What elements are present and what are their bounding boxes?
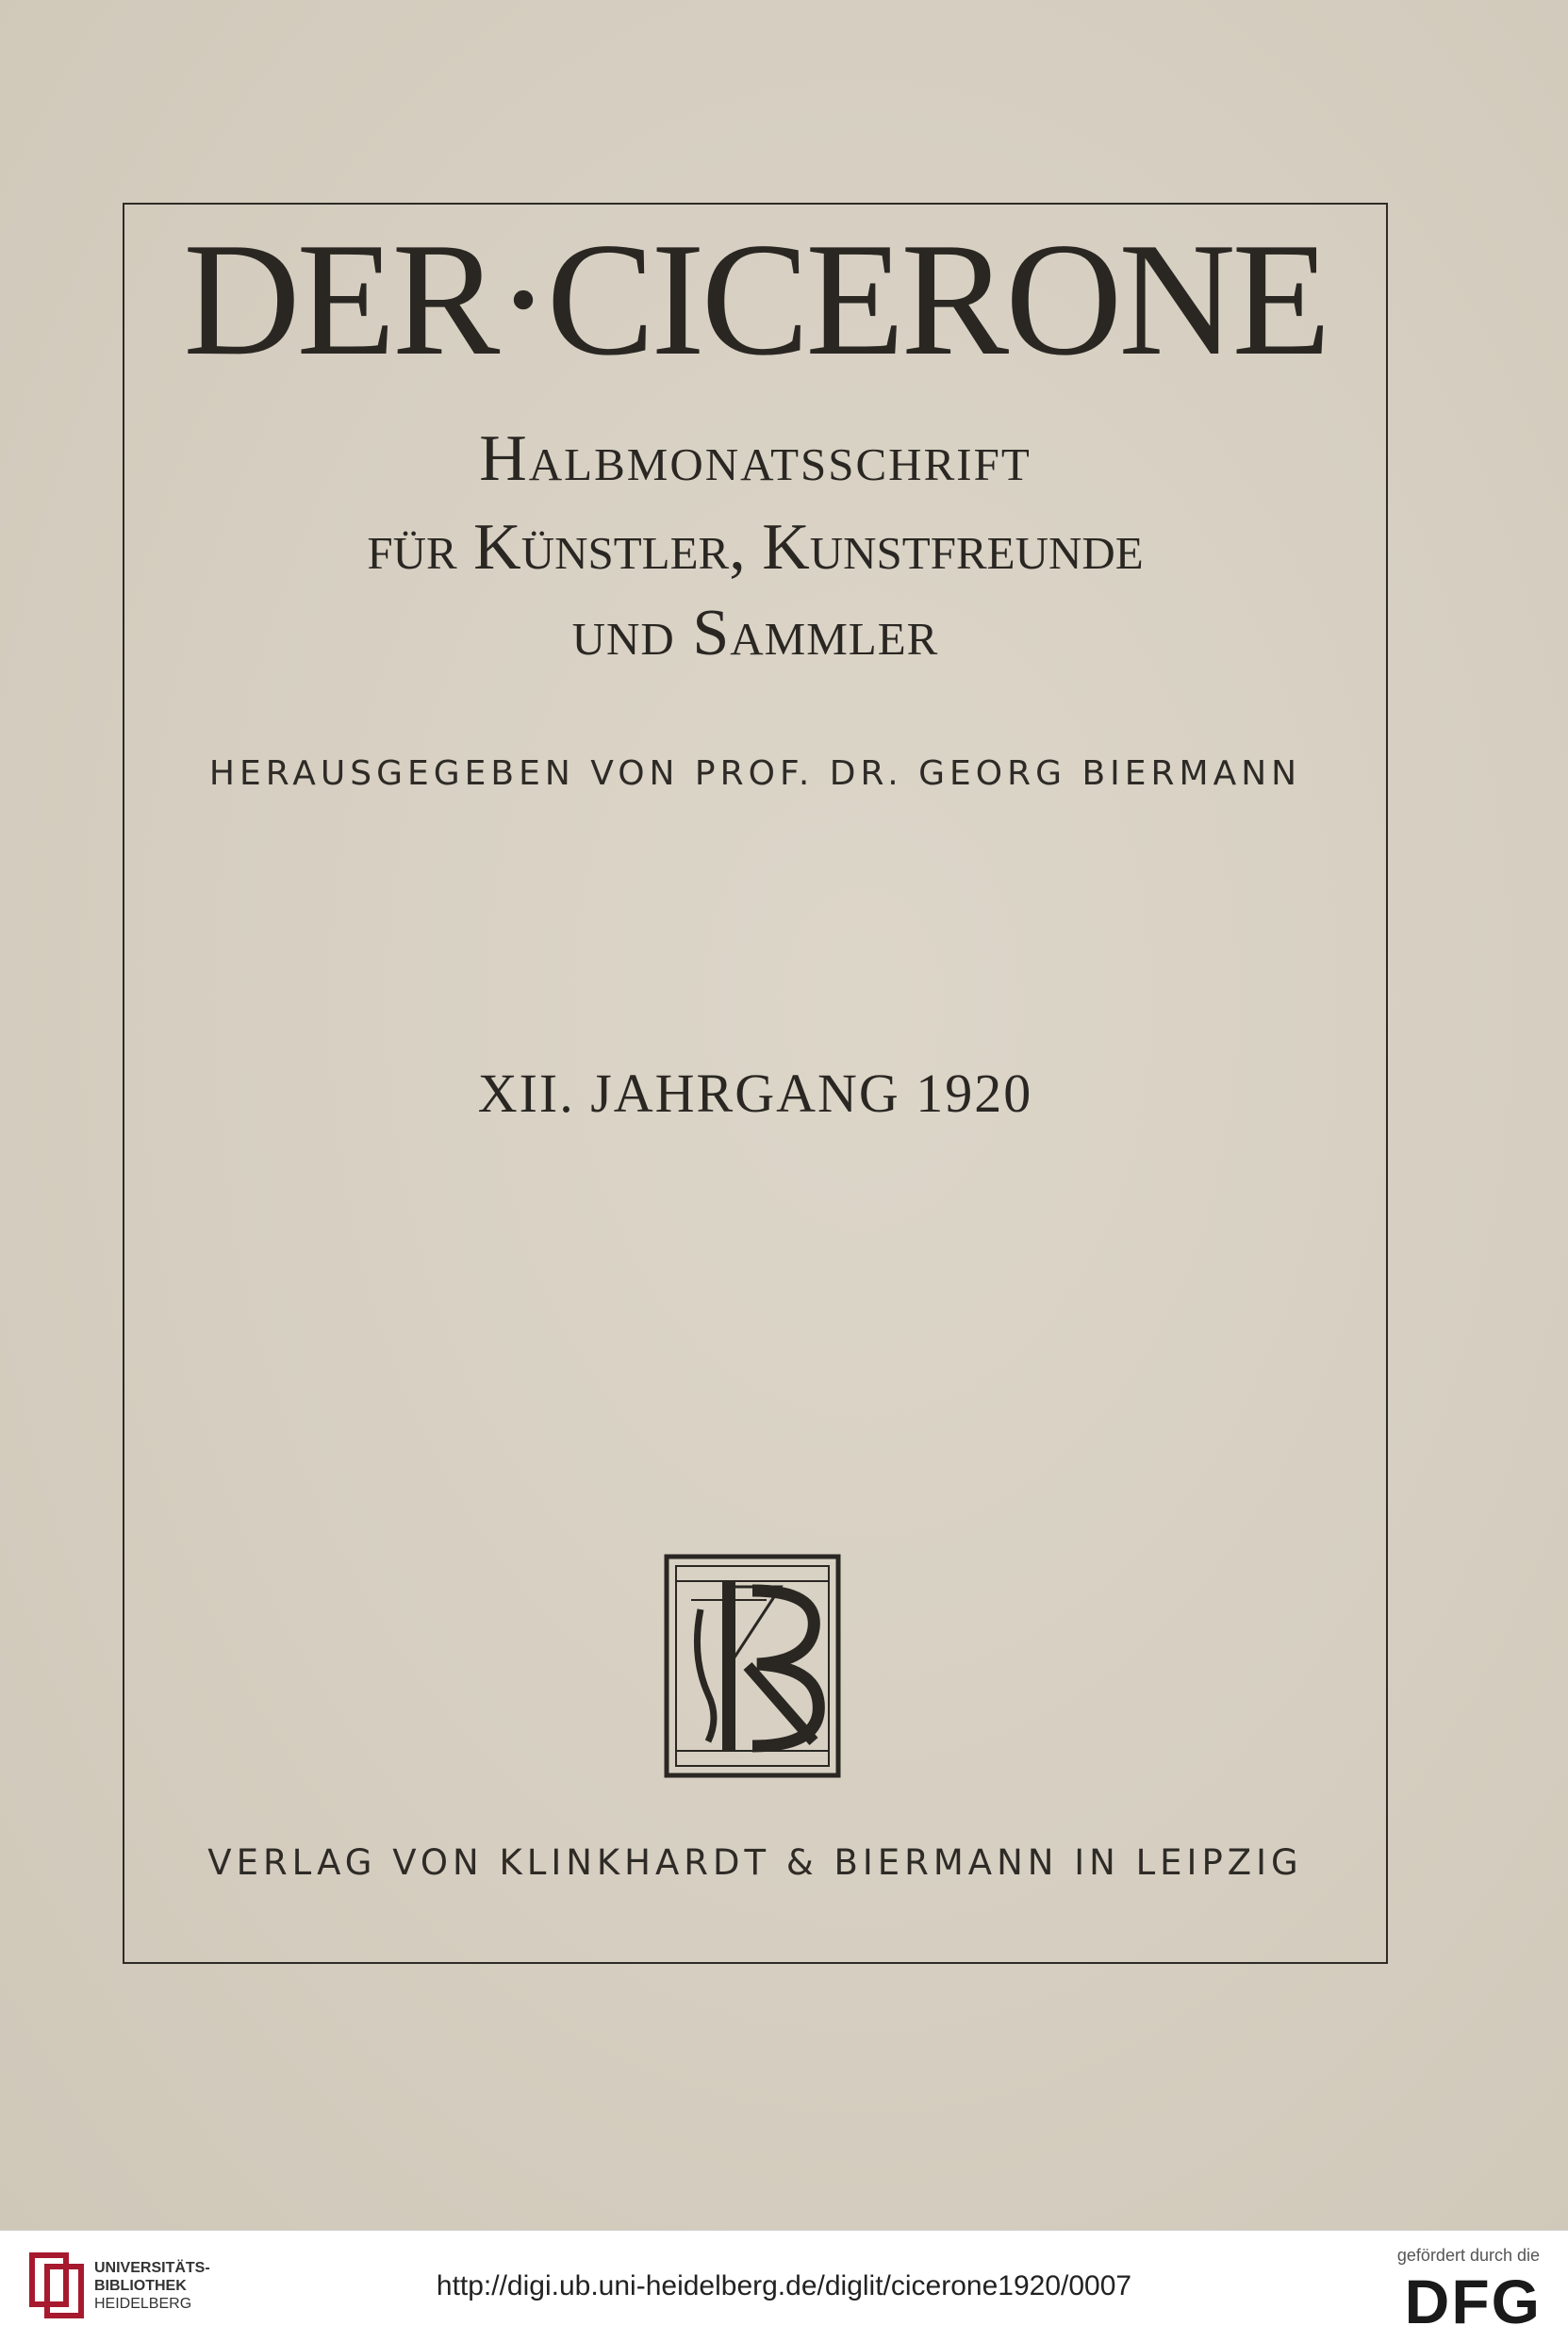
subtitle-line-2: für Künstler, Kunstfreunde bbox=[367, 511, 1144, 584]
library-name-line-2: BIBLIOTHEK bbox=[94, 2278, 187, 2294]
subtitle-line-1: Halbmonatsschrift bbox=[479, 422, 1032, 495]
dfg-logo: DFG bbox=[1404, 2267, 1542, 2336]
volume-year: XII. JAHRGANG 1920 bbox=[477, 1063, 1033, 1124]
journal-title: DER·CICERONE bbox=[183, 210, 1328, 389]
kb-monogram-icon bbox=[663, 1553, 842, 1779]
library-name-line-3: HEIDELBERG bbox=[94, 2296, 192, 2312]
digitization-footer bbox=[0, 2230, 1568, 2342]
publisher-line: VERLAG VON KLINKHARDT & BIERMANN IN LEIPZIG bbox=[207, 1842, 1303, 1883]
permalink-url[interactable]: http://digi.ub.uni-heidelberg.de/diglit/cicerone1920/0007 bbox=[436, 2270, 1132, 2301]
subtitle-line-3: und Sammler bbox=[571, 597, 939, 669]
sponsor-label: gefördert durch die bbox=[1396, 2246, 1540, 2265]
editor-line: HERAUSGEGEBEN VON PROF. DR. GEORG BIERMANN bbox=[208, 754, 1302, 793]
library-name-line-1: UNIVERSITÄTS- bbox=[94, 2260, 210, 2276]
